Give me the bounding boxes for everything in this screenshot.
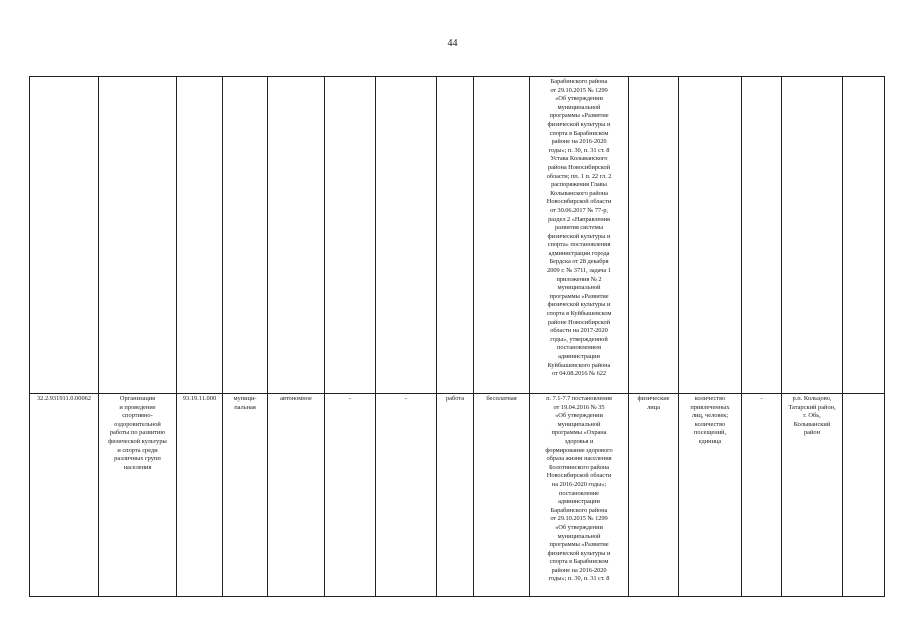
cell-column-6: - [325,394,376,597]
cell-indicator [679,77,742,394]
cell-indicator: количество привлеченных лиц, человек; количество посещений, единица [679,394,742,597]
table-row [30,394,885,597]
cell-okved: 93.19.11.000 [177,394,223,597]
table-row [30,77,885,394]
cell-legal-documents: Барабинского района от 29.10.2015 № 1299 «Об утверждении муниципальной программы «Развитие физической культуры и спорта в Барабинском районе на 2016-2020 годы»; п. 30, п. 31 ст. 8 Устава Колыванского района Новосибирской области; пп. 1 п. 22 гл. 2 распоряжения Главы Колыванского района Новосибирской области от 30.06.2017 № 77-р, раздел 2 «Направления развития системы физической культуры и спорта» постановления администрации города Бердска от 28 декабря 2009 г. № 3711, задача 1 приложения № 2 муниципальной программы «Развитие физической культуры и спорта в Куйбышевском районе Новосибирской области на 2017-2020 годы», утвержденной постановлением администрации Куйбышевского района от 04.08.2016 № 622 [530,77,629,394]
cell-payment: бесплатная [474,394,530,597]
cell-legal-documents: п. 7.1-7.7 постановления от 19.04.2016 № 35 «Об утверждении муниципальной программы «Охрана здоровья и формирование здорового образа жизни населения Болотнинского района Новосибирской области на 2016-2020 годы»; постановление администрации Барабинского района от 29.10.2015 № 1299 «Об утверждении муниципальной программы «Развитие физической культуры и спорта в Барабинском районе на 2016-2020 годы»; п. 30, п. 31 ст. 8 [530,394,629,597]
cell-service-name [99,77,177,394]
cell-register-code [30,77,99,394]
cell-column-13: - [742,394,782,597]
cell-column-7: - [376,394,437,597]
cell-territory [782,77,843,394]
cell-institution-type: муници- пальная [223,394,268,597]
cell-column-15 [843,394,885,597]
cell-service-kind: работа [437,394,474,597]
cell-register-code: 32.2.931911.0.00062 [30,394,99,597]
cell-institution-form: автономное [268,394,325,597]
registry-table [29,76,885,597]
cell-institution-form [268,77,325,394]
cell-column-7 [376,77,437,394]
cell-institution-type [223,77,268,394]
cell-column-15 [843,77,885,394]
cell-payment [474,77,530,394]
cell-service-name: Организация и проведение спортивно- оздоровительной работы по развитию физической культуры и спорта среди различных групп населения [99,394,177,597]
page-number: 44 [447,38,458,49]
cell-consumers: физические лица [629,394,679,597]
cell-territory: р.п. Кольцово, Татарский район, г. Обь, Колыванский район [782,394,843,597]
cell-consumers [629,77,679,394]
cell-okved [177,77,223,394]
cell-column-6 [325,77,376,394]
cell-service-kind [437,77,474,394]
cell-column-13 [742,77,782,394]
